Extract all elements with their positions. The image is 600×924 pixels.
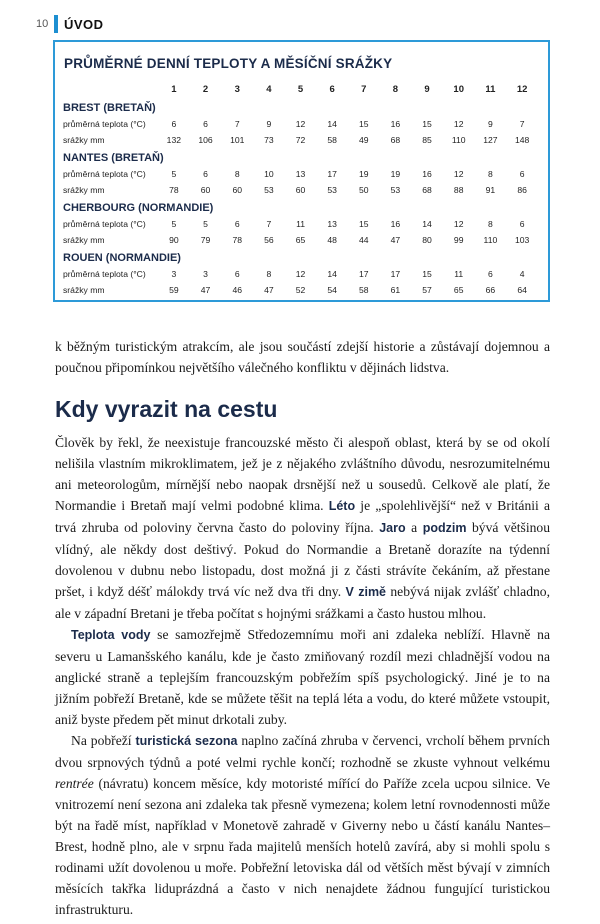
data-cell: 15 xyxy=(422,269,432,279)
header-accent-bar xyxy=(54,15,58,33)
page-number: 10 xyxy=(36,18,49,30)
data-cell: 110 xyxy=(451,135,466,145)
data-cell: 60 xyxy=(295,185,306,195)
data-cell: 106 xyxy=(198,135,213,145)
intro-paragraph: k běžným turistickým atrakcím, ale jsou součástí zdejší historie a zůstávají dojemnou a poučnou připomínkou největšího válečného konfliktu v dějinách lidstva. xyxy=(55,339,550,375)
body-text xyxy=(55,432,550,920)
data-cell: 9 xyxy=(488,119,493,129)
data-cell: 11 xyxy=(454,269,464,279)
data-cell: 5 xyxy=(203,219,208,229)
data-cell: 13 xyxy=(327,219,337,229)
data-row xyxy=(63,216,538,232)
climate-table xyxy=(63,80,538,298)
data-cell: 17 xyxy=(390,269,401,279)
data-cell: 50 xyxy=(359,185,369,195)
row-label: průměrná teplota (°C) xyxy=(63,169,146,179)
data-cell: 66 xyxy=(485,285,496,295)
data-cell: 16 xyxy=(422,169,432,179)
text: Člověk by řekl, že neexistuje francouzské město či alespoň oblast, která by se od okolí nelišila vlastním mikroklimatem, jež je z nějakého zvláštního důvodu, nesrozumitelnému ani meteorologům, mírnější nebo naopak drsnější než u sousedů. Celkově ale platí, že Normandie i Bretaň mají velmi podobné klima. xyxy=(55,435,550,513)
text: bývá většinou vlídný, ale někdy dost deštivý. Pokud do Normandie a Bretaně dorazíte na týdenní dovolenou v dubnu nebo listopadu, dost možná ji z části strávíte čekáním, až přestane pršet, i když déšť málokdy trvá víc než dva tři dny. xyxy=(55,520,550,599)
data-cell: 6 xyxy=(234,219,240,229)
data-cell: 78 xyxy=(232,235,243,245)
keyword-tourist-season: turistická sezona xyxy=(135,734,238,748)
data-cell: 65 xyxy=(295,235,306,245)
text: a xyxy=(411,520,418,535)
data-cell: 101 xyxy=(230,135,245,145)
month-label: 7 xyxy=(361,83,367,95)
data-cell: 14 xyxy=(422,219,432,229)
data-cell: 6 xyxy=(234,269,240,279)
data-row xyxy=(63,116,538,132)
data-cell: 52 xyxy=(295,285,306,295)
data-cell: 14 xyxy=(327,119,337,129)
data-cell: 15 xyxy=(422,119,432,129)
data-cell: 86 xyxy=(517,185,527,195)
data-cell: 5 xyxy=(171,169,177,179)
data-row xyxy=(63,182,538,198)
keyword-summer: Léto xyxy=(328,499,356,513)
data-cell: 60 xyxy=(232,185,243,195)
city-name: BREST (BRETAŇ) xyxy=(63,101,156,114)
data-cell: 47 xyxy=(200,285,211,295)
month-label: 4 xyxy=(266,83,272,95)
data-cell: 17 xyxy=(359,269,369,279)
climate-box xyxy=(53,40,550,302)
data-row xyxy=(63,132,538,148)
data-cell: 60 xyxy=(200,185,211,195)
paragraph-climate xyxy=(55,432,550,624)
text: (návratu) koncem měsíce, kdy motoristé mířící do Paříže zcela ucpou silnice. Ve vnitrozemí není sezona ani zdaleka tak přesně vymezena; kolem letní rovnodennosti může být na řadě míst, například v Monetově zahradě v Giverny nebo u částí kanálu Nantes–Brest, hodně plno, ale v srpnu řada majitelů menších hotelů zavírá, aby si mohli spolu s rodinami užít dovolenou u moře. Pobřežní letoviska dál od větších měst bývají v zimních měsících takřka liduprázdná a často v nich nenajdete žádnou fungující turistickou infrastrukturu. xyxy=(55,776,550,917)
city-name: ROUEN (NORMANDIE) xyxy=(63,251,181,264)
data-cell: 46 xyxy=(232,285,243,295)
data-cell: 56 xyxy=(264,235,274,245)
data-cell: 57 xyxy=(422,285,432,295)
header-spacer xyxy=(63,80,158,98)
month-label: 8 xyxy=(392,83,399,95)
data-row xyxy=(63,166,538,182)
paragraph-season xyxy=(55,730,550,920)
data-cell: 4 xyxy=(519,269,525,279)
keyword-spring: Jaro xyxy=(379,521,406,535)
data-cell: 53 xyxy=(327,185,337,195)
text: nebývá nijak zvlášť chladno, ale v západní Bretani je třeba počítat s hojnými srážkami a často hustou mlhou. xyxy=(55,584,550,621)
climate-title: PRŮMĚRNÉ DENNÍ TEPLOTY A MĚSÍČNÍ SRÁŽKY xyxy=(64,56,393,71)
row-label: průměrná teplota (°C) xyxy=(63,219,146,229)
city-row xyxy=(63,248,538,266)
data-cell: 12 xyxy=(453,219,464,229)
row-label: srážky mm xyxy=(63,285,105,295)
data-cell: 6 xyxy=(519,169,525,179)
section-heading: Kdy vyrazit na cestu xyxy=(55,396,278,422)
data-cell: 13 xyxy=(295,169,306,179)
month-header-row xyxy=(63,80,538,98)
paragraph-water xyxy=(55,624,550,730)
city-row xyxy=(63,198,538,216)
keyword-autumn: podzim xyxy=(422,521,467,535)
city-name: NANTES (BRETAŇ) xyxy=(63,151,164,164)
row-label: srážky mm xyxy=(63,235,105,245)
data-cell: 73 xyxy=(264,135,274,145)
data-cell: 68 xyxy=(422,185,432,195)
data-cell: 61 xyxy=(390,285,401,295)
data-cell: 6 xyxy=(203,169,208,179)
text: je „spolehlivější“ než v Británii a trvá zhruba od poloviny června často do poloviny října. xyxy=(55,498,551,535)
data-cell: 47 xyxy=(264,285,274,295)
month-label: 3 xyxy=(234,83,240,95)
data-cell: 6 xyxy=(488,269,493,279)
data-cell: 7 xyxy=(519,119,525,129)
data-cell: 49 xyxy=(359,135,369,145)
data-cell: 12 xyxy=(295,269,306,279)
data-cell: 9 xyxy=(266,119,272,129)
data-row xyxy=(63,232,538,248)
data-cell: 79 xyxy=(200,235,211,245)
data-cell: 10 xyxy=(264,169,274,179)
data-cell: 7 xyxy=(266,219,272,229)
data-cell: 15 xyxy=(359,219,369,229)
data-cell: 64 xyxy=(517,285,527,295)
data-cell: 15 xyxy=(359,119,369,129)
row-label: průměrná teplota (°C) xyxy=(63,119,146,129)
text: Na pobřeží xyxy=(71,733,132,748)
data-cell: 53 xyxy=(390,185,401,195)
data-cell: 148 xyxy=(514,135,530,145)
data-cell: 72 xyxy=(295,135,306,145)
city-row xyxy=(63,98,538,116)
data-cell: 14 xyxy=(327,269,337,279)
month-label: 1 xyxy=(171,83,177,95)
data-cell: 5 xyxy=(171,219,177,229)
data-cell: 110 xyxy=(483,235,498,245)
data-cell: 12 xyxy=(295,119,306,129)
data-cell: 19 xyxy=(359,169,369,179)
month-label: 5 xyxy=(297,83,304,95)
data-cell: 6 xyxy=(203,119,208,129)
data-cell: 54 xyxy=(327,285,337,295)
data-cell: 3 xyxy=(203,269,208,279)
data-cell: 103 xyxy=(514,235,530,245)
data-cell: 68 xyxy=(390,135,401,145)
data-cell: 8 xyxy=(234,169,240,179)
data-cell: 6 xyxy=(171,119,177,129)
page-header xyxy=(36,14,104,34)
data-cell: 8 xyxy=(488,219,493,229)
data-cell: 90 xyxy=(169,235,179,245)
data-cell: 58 xyxy=(327,135,337,145)
row-label: srážky mm xyxy=(63,135,105,145)
row-label: srážky mm xyxy=(63,185,105,195)
data-cell: 16 xyxy=(390,219,401,229)
month-label: 9 xyxy=(424,83,430,95)
data-cell: 17 xyxy=(327,169,337,179)
data-cell: 65 xyxy=(453,285,464,295)
section-title: ÚVOD xyxy=(64,16,104,32)
data-cell: 78 xyxy=(169,185,179,195)
keyword-winter: V zimě xyxy=(345,585,387,599)
text: naplno začíná zhruba v červenci, vrcholí během prvních dvou srpnových týdnů a poté velmi rychle končí; rozhodně se zkuste vyhnout velkému xyxy=(55,733,550,770)
italic-term: rentrée xyxy=(55,776,94,791)
data-cell: 8 xyxy=(488,169,493,179)
text: se samozřejmě Středozemnímu moři ani zdaleka neblíží. Hlavně na severu u Lamanšského kanálu, kde je často zmiňovaný rozdíl mezi chladnější vodou na anglické straně a teplejším francouzským pobřežím spíš psychologický. Jiné je to na jižním pobřeží Bretaně, kde se můžete těšit na teplá léta a vodu, do které můžete vstoupit, aniž byste předem pět minut drkotali zuby. xyxy=(55,627,550,727)
data-cell: 127 xyxy=(483,135,498,145)
row-label: průměrná teplota (°C) xyxy=(63,269,146,279)
data-cell: 59 xyxy=(169,285,179,295)
data-cell: 85 xyxy=(422,135,432,145)
month-label: 10 xyxy=(453,83,464,95)
data-cell: 88 xyxy=(453,185,464,195)
data-cell: 11 xyxy=(296,219,305,229)
data-cell: 12 xyxy=(453,169,464,179)
data-cell: 91 xyxy=(485,185,496,195)
data-cell: 6 xyxy=(519,219,525,229)
data-cell: 58 xyxy=(359,285,369,295)
month-label: 12 xyxy=(516,83,528,95)
data-cell: 47 xyxy=(390,235,401,245)
data-row xyxy=(63,282,538,298)
data-row xyxy=(63,266,538,282)
data-cell: 48 xyxy=(327,235,337,245)
data-cell: 16 xyxy=(390,119,401,129)
data-cell: 99 xyxy=(453,235,464,245)
data-cell: 80 xyxy=(422,235,432,245)
city-name: CHERBOURG (NORMANDIE) xyxy=(63,201,214,214)
data-cell: 7 xyxy=(234,119,240,129)
month-label: 6 xyxy=(329,83,335,95)
keyword-water-temperature: Teplota vody xyxy=(71,628,151,642)
data-cell: 19 xyxy=(390,169,401,179)
month-label: 11 xyxy=(485,83,496,95)
data-cell: 3 xyxy=(171,269,177,279)
data-cell: 44 xyxy=(359,235,369,245)
month-label: 2 xyxy=(202,83,209,95)
data-cell: 53 xyxy=(264,185,274,195)
data-cell: 12 xyxy=(453,119,464,129)
data-cell: 8 xyxy=(266,269,272,279)
data-cell: 132 xyxy=(166,135,182,145)
city-row xyxy=(63,148,538,166)
